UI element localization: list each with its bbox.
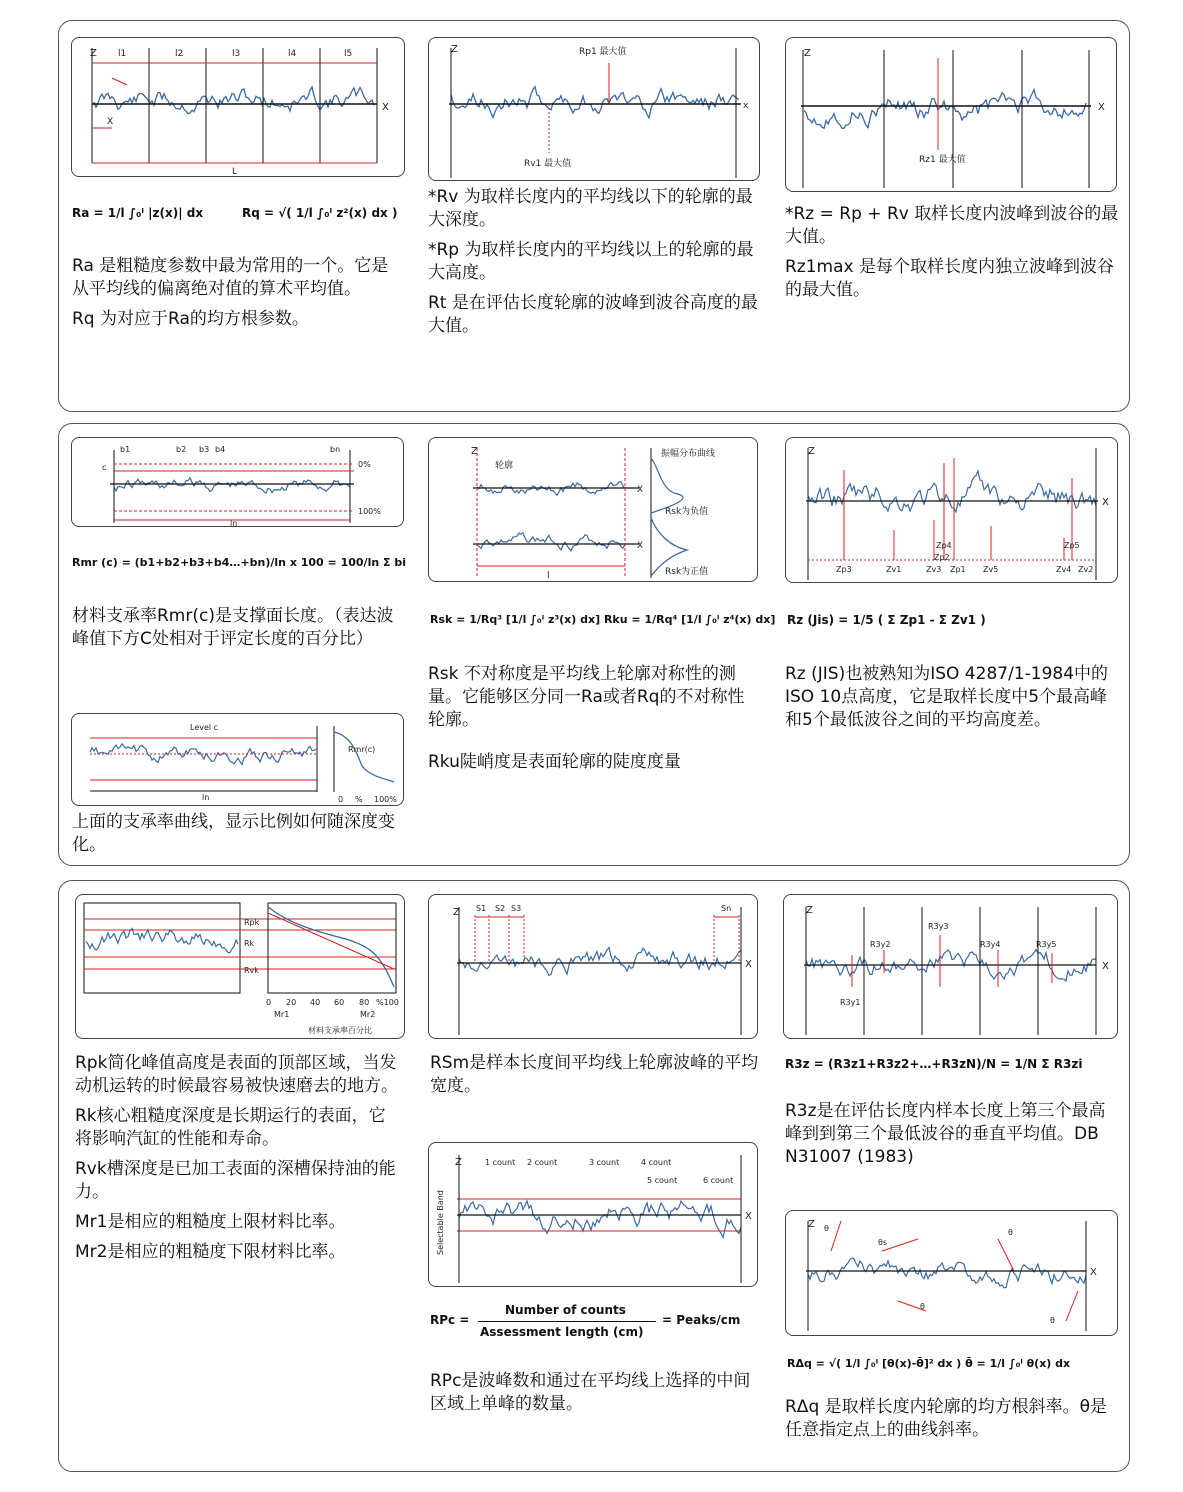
diagram-rz-jis	[785, 437, 1118, 583]
rmr-svg	[72, 438, 404, 527]
band-rk: Rk	[244, 939, 255, 948]
ln-label-2: ln	[202, 793, 210, 802]
svg-text:Zv2: Zv2	[1078, 565, 1094, 574]
svg-text:X: X	[745, 959, 752, 970]
svg-text:L: L	[232, 167, 238, 177]
count-5: 5 count	[647, 1176, 678, 1185]
formula-rpc	[430, 1303, 760, 1343]
svg-text:Zv3: Zv3	[926, 565, 942, 574]
selectable-band-label: Selectable Band	[436, 1190, 445, 1255]
para-rz-jis: Rz (JIS)也被熟知为ISO 4287/1-1984中的ISO 10点高度，它是取样长度中5个最高峰和5个最低波谷之间的平均高度差。	[785, 664, 1109, 730]
rsm-svg	[429, 895, 758, 1039]
svg-text:X: X	[1098, 102, 1105, 113]
label-l5: l5	[344, 49, 353, 59]
text-rsm	[430, 1052, 760, 1105]
svg-text:Z: Z	[451, 44, 458, 55]
formula-rdq: RΔq = √( 1/l ∫₀ˡ [θ(x)-θ̄]² dx ) θ̄ = 1/l ∫₀ˡ θ(x) dx	[787, 1357, 1071, 1370]
formula-r3z: R3z = (R3z1+R3z2+…+R3zN)/N = 1/N Σ R3zi	[785, 1057, 1083, 1071]
b1-label: b1	[120, 445, 131, 454]
profile-line	[459, 1201, 741, 1238]
svg-text:X: X	[382, 102, 389, 113]
profile-line	[451, 87, 739, 118]
diagram-rk	[75, 894, 405, 1039]
svg-text:0: 0	[266, 998, 272, 1007]
rsk-pos-label: Rsk为正值	[665, 567, 709, 577]
para-mr2: Mr2是相应的粗糙度下限材料比率。	[75, 1242, 346, 1262]
svg-text:X: X	[1102, 497, 1109, 508]
count-2: 2 count	[527, 1158, 558, 1167]
svg-text:Z: Z	[808, 1219, 815, 1230]
r3y4-label: R3y4	[980, 940, 1001, 949]
rpc-lhs: RPc =	[430, 1313, 470, 1327]
rv1-label: Rv1 最大值	[524, 159, 572, 169]
text-rk	[75, 1052, 400, 1271]
svg-text:Zv1: Zv1	[886, 565, 902, 574]
text-rmr	[72, 605, 402, 658]
para-rq: Rq 为对应于Ra的均方根参数。	[72, 309, 309, 329]
svg-text:Zp2: Zp2	[934, 553, 950, 562]
svg-text:0: 0	[338, 795, 344, 804]
theta-2: θ	[920, 1302, 925, 1311]
para-rk: Rk核心粗糙度深度是长期运行的表面，它将影响汽缸的性能和寿命。	[75, 1106, 386, 1149]
diagram-ra	[71, 37, 405, 177]
rpc-num: Number of counts	[505, 1303, 626, 1317]
diagram-rsk	[428, 437, 758, 582]
theta-3: θ	[1008, 1228, 1013, 1237]
bearing-svg	[72, 714, 404, 806]
s3-label: S3	[511, 904, 522, 913]
svg-text:Zv5: Zv5	[983, 565, 999, 574]
diagram-rsm	[428, 894, 758, 1039]
b4-label: b4	[215, 445, 226, 454]
para-bearing: 上面的支承率曲线，显示比例如何随深度变化。	[72, 812, 395, 855]
para-rsk: Rsk 不对称度是平均线上轮廓对称性的测量。它能够区分同一Ra或者Rq的不对称性轮廓。	[428, 664, 745, 730]
profile-label: 轮廓	[495, 461, 514, 471]
rpc-den: Assessment length (cm)	[480, 1325, 644, 1339]
c-label: c	[102, 463, 107, 472]
para-mr1: Mr1是相应的粗糙度上限材料比率。	[75, 1212, 346, 1232]
text-bearing-curve	[72, 811, 402, 864]
r3y2-label: R3y2	[870, 940, 891, 949]
rk-svg	[76, 895, 405, 1039]
svg-text:l: l	[547, 571, 550, 581]
rz-svg	[786, 38, 1117, 192]
svg-text:Z: Z	[806, 905, 813, 916]
diagram-rpc	[428, 1142, 758, 1287]
rpc-rhs: = Peaks/cm	[662, 1313, 741, 1327]
b2-label: b2	[176, 445, 187, 454]
para-rsm: RSm是样本长度间平均线上轮廓波峰的平均宽度。	[430, 1053, 759, 1096]
r3y5-label: R3y5	[1036, 940, 1057, 949]
profile-line	[808, 471, 1096, 512]
para-rt: Rt 是在评估长度轮廓的波峰到波谷高度的最大值。	[428, 293, 758, 336]
svg-text:Zp5: Zp5	[1064, 541, 1080, 550]
s1-label: S1	[476, 904, 487, 913]
para-rdq: RΔq 是取样长度内轮廓的均方根斜率。θ是任意指定点上的曲线斜率。	[785, 1397, 1108, 1440]
svg-text:100%: 100%	[374, 795, 397, 804]
s2-label: S2	[495, 904, 506, 913]
sn-label: Sn	[721, 904, 732, 913]
svg-text:Zp1: Zp1	[950, 565, 966, 574]
svg-text:40: 40	[310, 998, 321, 1007]
pct-bottom: 100%	[358, 507, 381, 516]
svg-text:X: X	[745, 1211, 752, 1222]
b3-label: b3	[199, 445, 210, 454]
profile-line	[94, 87, 374, 114]
formula-rmr: Rmr (c) = (b1+b2+b3+b4…+bn)/ln x 100 = 100/ln Σ bi	[72, 556, 406, 569]
svg-text:Z: Z	[471, 446, 478, 457]
label-l4: l4	[288, 49, 297, 59]
diagram-bearing-ratio	[71, 713, 404, 806]
pct-top: 0%	[358, 460, 371, 469]
para-rku: Rku陡峭度是表面轮廓的陡度度量	[428, 752, 681, 772]
count-3: 3 count	[589, 1158, 620, 1167]
para-r3z: R3z是在评估长度内样本长度上第三个最高峰到到第三个最低波谷的垂直平均值。DB N31007 (1983)	[785, 1101, 1106, 1167]
diagram-rdq	[785, 1210, 1118, 1336]
para-rz1max: Rz1max 是每个取样长度内独立波峰到波谷的最大值。	[785, 257, 1114, 300]
theta-4: θ	[1050, 1316, 1055, 1325]
label-l3: l3	[232, 49, 241, 59]
svg-text:x: x	[743, 101, 749, 111]
profile-line	[808, 1258, 1086, 1288]
rsk-neg-label: Rsk为负值	[665, 507, 709, 517]
svg-text:Zp4: Zp4	[936, 541, 952, 550]
r3y3-label: R3y3	[928, 922, 949, 931]
ra-svg	[72, 38, 405, 177]
rv-rp-svg	[429, 38, 760, 181]
para-rmr: 材料支承率Rmr(c)是支撑面长度。（表达波峰值下方C处相对于评定长度的百分比）	[72, 606, 394, 649]
para-rvk: Rvk槽深度是已加工表面的深槽保持油的能力。	[75, 1159, 396, 1202]
para-ra: Ra 是粗糙度参数中最为常用的一个。它是从平均线的偏离绝对值的算术平均值。	[72, 256, 389, 299]
text-r3z	[785, 1100, 1120, 1176]
svg-text:Z: Z	[453, 907, 460, 918]
svg-text:80: 80	[359, 998, 370, 1007]
mr1-label: Mr1	[274, 1010, 290, 1019]
rmr-c-label: Rmr(c)	[348, 745, 376, 754]
theta-1: θ	[824, 1224, 829, 1233]
svg-text:%: %	[355, 795, 363, 804]
para-rz: *Rz = Rp + Rv 取样长度内波峰到波谷的最大值。	[785, 204, 1119, 247]
curve-label: 振幅分布曲线	[661, 449, 716, 459]
diagram-rv-rp	[428, 37, 760, 181]
profile-line	[114, 478, 350, 493]
text-rsk	[428, 663, 758, 781]
text-rz-jis	[785, 663, 1120, 739]
label-l2: l2	[175, 49, 184, 59]
svg-text:Zv4: Zv4	[1056, 565, 1072, 574]
svg-text:20: 20	[286, 998, 297, 1007]
svg-text:Zp3: Zp3	[836, 565, 852, 574]
text-rdq	[785, 1396, 1120, 1449]
rz1-label: Rz1 最大值	[919, 155, 966, 165]
rp1-label: Rp1 最大值	[579, 47, 627, 57]
r3y1-label: R3y1	[840, 998, 861, 1007]
bn-label: bn	[330, 445, 341, 454]
para-rp: *Rp 为取样长度内的平均线以上的轮廓的最大高度。	[428, 240, 754, 283]
text-ra	[72, 255, 397, 338]
svg-text:X: X	[1090, 1267, 1097, 1278]
diagram-rz	[785, 37, 1117, 192]
svg-text:Z: Z	[808, 446, 815, 457]
count-4: 4 count	[641, 1158, 672, 1167]
svg-text:Z: Z	[90, 48, 97, 59]
formula-rq: Rq = √( 1/l ∫₀ˡ z²(x) dx )	[242, 206, 398, 220]
formula-rsk-rku: Rsk = 1/Rq³ [1/l ∫₀ˡ z³(x) dx] Rku = 1/Rq⁴ [1/l ∫₀ˡ z⁴(x) dx]	[430, 613, 776, 626]
svg-text:Z: Z	[455, 1157, 462, 1168]
rsk-svg	[429, 438, 758, 582]
text-rz	[785, 203, 1120, 309]
level-c-label: Level c	[190, 723, 219, 732]
count-6: 6 count	[703, 1176, 734, 1185]
count-1: 1 count	[485, 1158, 516, 1167]
diagram-r3z	[783, 894, 1118, 1039]
formula-ra: Ra = 1/l ∫₀ˡ |z(x)| dx	[72, 206, 204, 220]
ln-label: ln	[230, 519, 238, 528]
svg-text:X: X	[637, 541, 644, 551]
profile-line	[86, 928, 238, 952]
svg-text:X: X	[637, 485, 644, 495]
para-rpc: RPc是波峰数和通过在平均线上选择的中间区域上单峰的数量。	[430, 1371, 751, 1414]
mr2-label: Mr2	[360, 1010, 376, 1019]
para-rv: *Rv 为取样长度内的平均线以下的轮廓的最大深度。	[428, 187, 753, 230]
text-rv-rp	[428, 186, 758, 345]
svg-text:%100: %100	[376, 998, 399, 1007]
svg-text:X: X	[1102, 961, 1109, 972]
rpc-svg	[429, 1143, 758, 1287]
r3z-svg	[784, 895, 1118, 1039]
formula-rz-jis: Rz (Jis) = 1/5 ( Σ Zp1 - Σ Zv1 )	[787, 613, 986, 627]
caption-material: 材料支承率百分比	[308, 1026, 372, 1035]
para-rpk: Rpk简化峰值高度是表面的顶部区域，当发动机运转的时候最容易被快速磨去的地方。	[75, 1053, 398, 1096]
rz-jis-svg	[786, 438, 1118, 583]
diagram-rmr	[71, 437, 404, 527]
band-rpk: Rpk	[244, 918, 260, 927]
band-rvk: Rvk	[244, 966, 259, 975]
label-l1: l1	[118, 49, 127, 59]
text-rpc	[430, 1370, 760, 1423]
svg-text:60: 60	[334, 998, 345, 1007]
profile-line	[459, 948, 741, 976]
theta-s: θs	[878, 1238, 888, 1247]
svg-text:X: X	[107, 117, 114, 127]
profile-line	[804, 90, 1086, 129]
svg-text:Z: Z	[804, 48, 811, 59]
profile-line	[477, 533, 625, 551]
rdq-svg	[786, 1211, 1118, 1336]
